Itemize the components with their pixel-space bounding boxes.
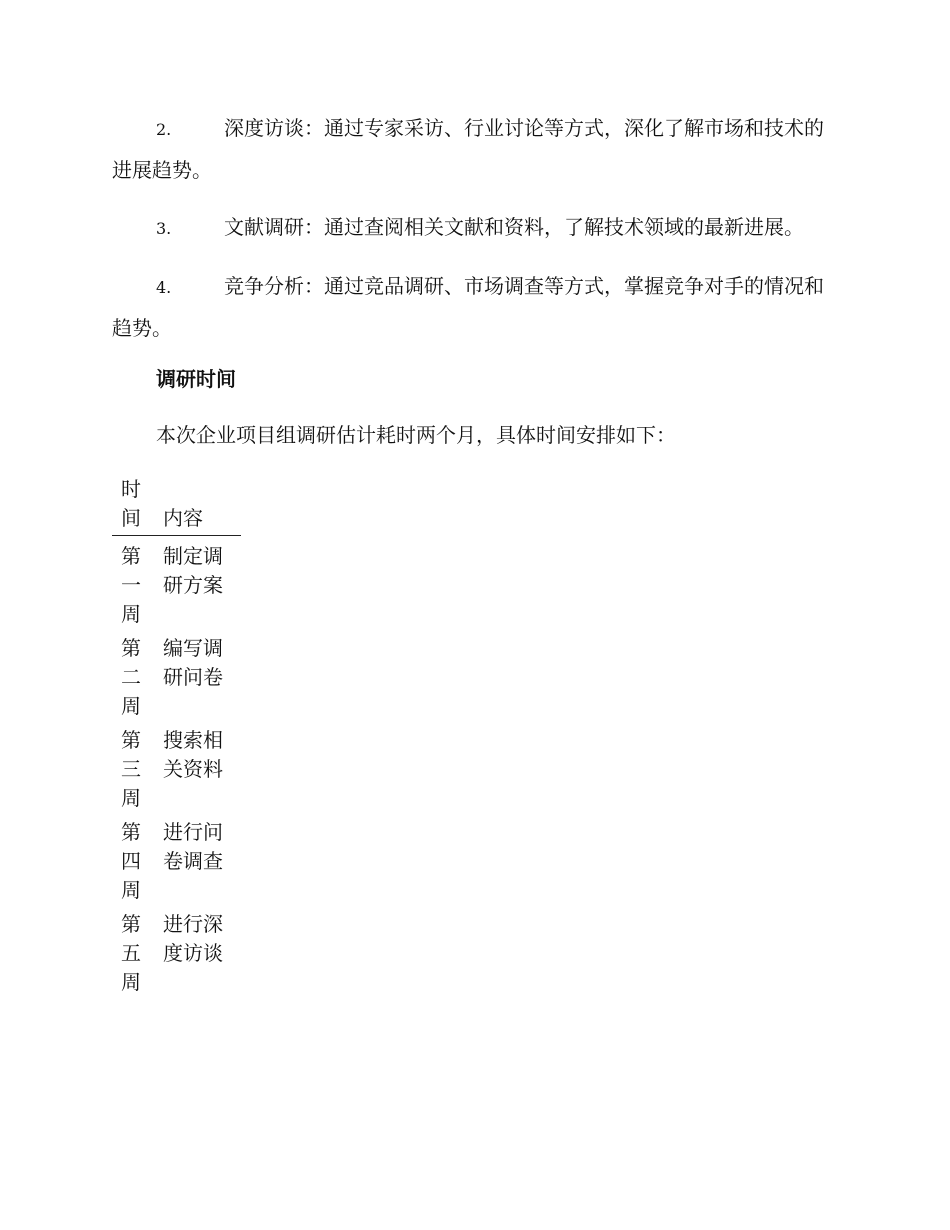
cell-content: 搜索相关资料 bbox=[163, 728, 223, 781]
intro-paragraph: 本次企业项目组调研估计耗时两个月，具体时间安排如下： bbox=[156, 423, 676, 447]
item-number: 3. bbox=[156, 219, 172, 238]
table-row bbox=[112, 630, 241, 722]
table-header-row bbox=[112, 475, 241, 536]
cell-time: 第四周 bbox=[121, 820, 141, 902]
cell-time: 第一周 bbox=[121, 544, 141, 626]
item-number: 4. bbox=[156, 278, 172, 297]
table-row bbox=[112, 722, 241, 814]
cell-time: 第二周 bbox=[121, 636, 141, 718]
document-page bbox=[112, 108, 834, 998]
table-row bbox=[112, 906, 241, 998]
table-row bbox=[112, 536, 241, 631]
item-text: 竞争分析：通过竞品调研、市场调查等方式，掌握竞争对手的情况和趋势。 bbox=[112, 274, 824, 340]
header-time: 时间 bbox=[112, 475, 163, 536]
method-item bbox=[112, 266, 834, 348]
cell-content: 进行问卷调查 bbox=[163, 820, 223, 873]
section-heading: 调研时间 bbox=[156, 367, 236, 391]
cell-content: 编写调研问卷 bbox=[163, 636, 223, 689]
cell-content: 制定调研方案 bbox=[163, 544, 223, 597]
item-text: 深度访谈：通过专家采访、行业讨论等方式，深化了解市场和技术的进展趋势。 bbox=[112, 116, 824, 182]
cell-time: 第三周 bbox=[121, 728, 141, 810]
schedule-table bbox=[112, 475, 241, 998]
cell-content: 进行深度访谈 bbox=[163, 912, 223, 965]
header-content: 内容 bbox=[163, 475, 241, 536]
method-item bbox=[112, 108, 834, 190]
table-row bbox=[112, 814, 241, 906]
cell-time: 第五周 bbox=[121, 912, 141, 994]
method-item bbox=[112, 207, 834, 249]
item-text: 文献调研：通过查阅相关文献和资料，了解技术领域的最新进展。 bbox=[224, 215, 804, 239]
item-number: 2. bbox=[156, 120, 172, 139]
